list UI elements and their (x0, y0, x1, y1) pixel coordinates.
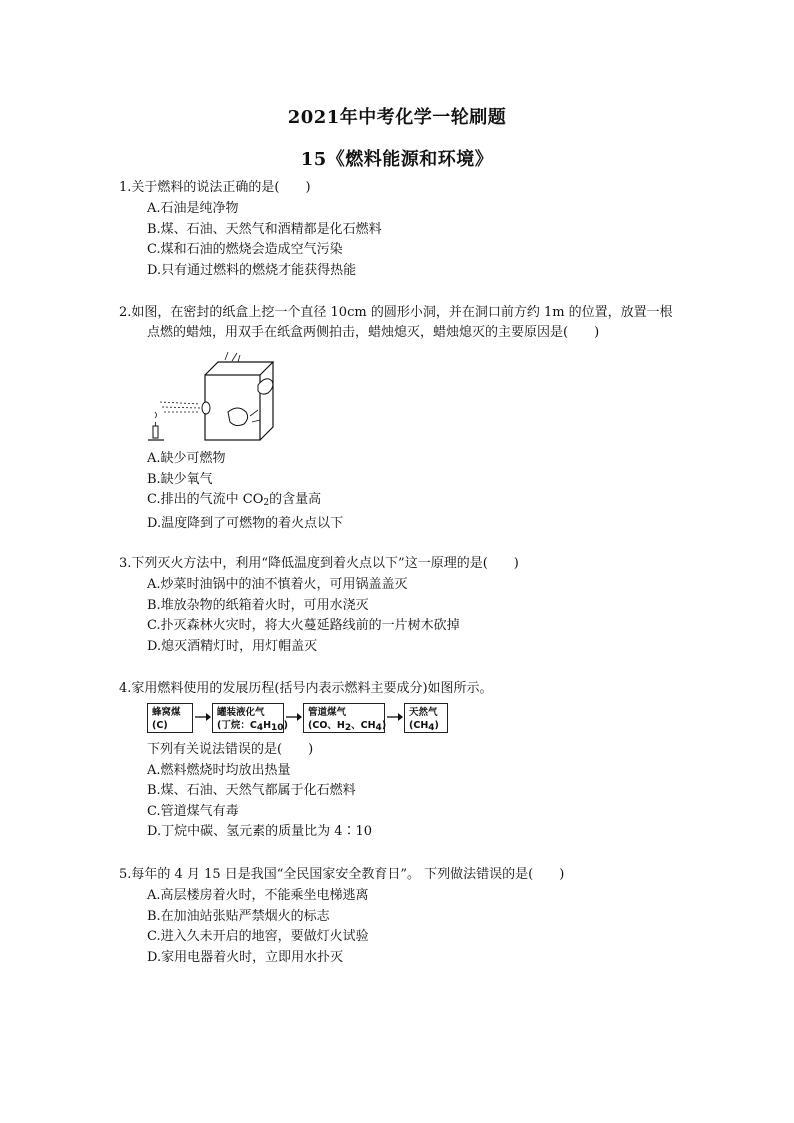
option-a: A.高层楼房着火时，不能乘坐电梯逃离 (147, 888, 369, 903)
option-c: C.管道煤气有毒 (147, 803, 239, 819)
fuel-history-flowchart (147, 703, 447, 737)
option-b: B.煤、石油、天然气都属于化石燃料 (147, 783, 356, 799)
page-title: 2021年中考化学一轮刷题 (287, 107, 507, 128)
flow-box-honeycomb-coal: 蜂窝煤 (C) (147, 703, 193, 733)
question-1-options (147, 199, 382, 281)
flow-box-lpg: 罐装液化气 (丁烷：C4H10) (212, 703, 284, 733)
option-b: B.在加油站张贴严禁烟火的标志 (147, 908, 330, 924)
option-d: D.只有通过燃料的燃烧才能获得热能 (147, 262, 357, 278)
option-b: B.缺少氧气 (147, 471, 213, 487)
flow-box-pipeline-gas: 管道煤气 (CO、H2、CH4) (303, 703, 385, 733)
option-a: A.燃料燃烧时均放出热量 (147, 762, 291, 778)
question-4-options (147, 740, 372, 843)
box-candle-figure (140, 350, 300, 450)
question-5-options (147, 886, 369, 968)
option-a: A.炒菜时油锅中的油不慎着火，可用锅盖盖灭 (147, 577, 408, 592)
option-c: C.排出的气流中 $CO_2$的含量高 (147, 492, 322, 509)
arrow-right-icon (194, 711, 212, 723)
option-d: D.家用电器着火时，立即用水扑灭 (147, 949, 344, 965)
question-3-stem: 3.下列灭火方法中，利用“降低温度到着火点以下”这一原理的是( ) (119, 556, 519, 571)
question-4-stem: 4.家用燃料使用的发展历程(括号内表示燃料主要成分)如图所示。 (119, 681, 493, 696)
option-c: C.扑灭森林火灾时，将大火蔓延路线前的一片树木砍掉 (147, 618, 460, 634)
option-c: C.进入久未开启的地窖，要做灯火试验 (147, 929, 369, 945)
option-d: D.熄灭酒精灯时，用灯帽盖灭 (147, 638, 318, 654)
question-2-stem: 2.如图，在密封的纸盒上挖一个直径 10cm 的圆形小洞，并在洞口前方约 1m 的位置，放置一根 点燃的蜡烛，用双手在纸盒两侧拍击，蜡烛熄灭，蜡烛熄灭的主要原因是( ) (119, 305, 673, 340)
question-3-options (147, 575, 460, 657)
option-c: C.煤和石油的燃烧会造成空气污染 (147, 242, 343, 258)
arrow-right-icon (386, 711, 404, 723)
option-b: B.堆放杂物的纸箱着火时，可用水浇灭 (147, 597, 369, 613)
option-d: D.丁烷中碳、氢元素的质量比为 4∶10 (147, 824, 373, 840)
page-subtitle: 15《燃料能源和环境》 (300, 149, 494, 170)
option-d: D.温度降到了可燃物的着火点以下 (147, 515, 344, 531)
question-2-options (147, 449, 343, 534)
option-a: A.石油是纯净物 (147, 201, 239, 216)
option-b: B.煤、石油、天然气和酒精都是化石燃料 (147, 221, 382, 237)
question-1-stem: 1.关于燃料的说法正确的是( ) (119, 180, 311, 195)
flow-box-natural-gas: 天然气 (CH4) (404, 703, 448, 733)
question-4-lead: 下列有关说法错误的是( ) (147, 742, 314, 757)
option-a: A.缺少可燃物 (147, 451, 226, 466)
question-5-stem: 5.每年的 4 月 15 日是我国“全民国家安全教育日”。 下列做法错误的是( ) (119, 867, 565, 882)
arrow-right-icon (285, 711, 303, 723)
